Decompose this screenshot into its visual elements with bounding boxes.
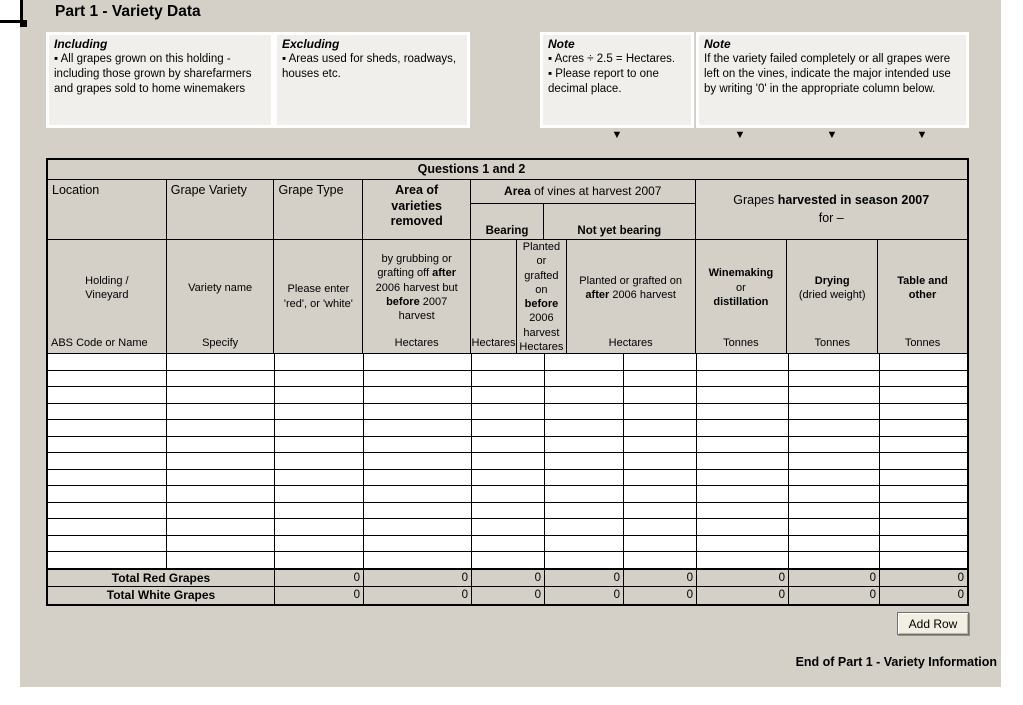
grid-cell-r10-c6[interactable]	[545, 503, 624, 519]
add-row-button[interactable]: Add Row	[897, 612, 969, 635]
grid-row	[48, 486, 967, 503]
grid-cell-r9-c7[interactable]	[624, 486, 697, 502]
unit-label: Tonnes	[904, 336, 941, 349]
grid-row	[48, 503, 967, 520]
col-subheader-drying	[787, 240, 878, 353]
note-heading: Note	[704, 37, 731, 51]
grid-cell-r1-c10[interactable]	[880, 354, 967, 370]
grid-cell-r12-c1[interactable]	[48, 536, 167, 552]
desc-part-bold: distillation	[713, 296, 769, 308]
grid-cell-r9-c4[interactable]	[364, 486, 472, 502]
grid-cell-r13-c2[interactable]	[167, 552, 275, 568]
grid-cell-r1-c9[interactable]	[789, 354, 880, 370]
grid-cell-r12-c7[interactable]	[624, 536, 697, 552]
desc-part-bold: before	[386, 296, 420, 308]
grid-cell-r2-c8[interactable]	[697, 371, 789, 387]
down-arrow-icon: ▼	[916, 129, 928, 141]
grid-cell-r11-c7[interactable]	[624, 519, 697, 535]
grid-cell-r12-c9[interactable]	[789, 536, 880, 552]
grid-cell-r5-c3[interactable]	[275, 420, 364, 436]
desc-part: 2006 harvest but	[375, 281, 458, 294]
desc-part-bold: Winemaking	[708, 267, 774, 280]
grid-cell-r5-c1[interactable]	[48, 420, 167, 436]
unit-label: Tonnes	[723, 336, 759, 349]
grid-cell-r4-c4[interactable]	[364, 404, 472, 420]
grid-cell-r13-c8[interactable]	[697, 552, 789, 568]
grid-cell-r8-c3[interactable]	[275, 470, 364, 486]
unit-label: Hectares	[471, 336, 516, 349]
grid-cell-r12-c4[interactable]	[364, 536, 472, 552]
col-subheader-table-other	[878, 240, 967, 353]
page-title: Part 1 - Variety Data	[55, 3, 201, 20]
grid-cell-r12-c2[interactable]	[167, 536, 275, 552]
grid-cell-r6-c7[interactable]	[624, 437, 697, 453]
total-value: 0	[275, 587, 364, 604]
desc-part-bold: after	[585, 288, 610, 301]
vines-subheaders	[471, 240, 694, 353]
down-arrow-icon: ▼	[734, 129, 746, 141]
grid-cell-r8-c1[interactable]	[48, 470, 167, 486]
total-value: 0	[789, 587, 880, 604]
total-value: 0	[275, 570, 364, 586]
total-value: 0	[364, 587, 472, 604]
subheader-desc: Please enter 'red', or 'white'	[283, 283, 353, 310]
table-header	[48, 180, 967, 354]
grid-row	[48, 371, 967, 388]
col-subheader-bearing	[471, 240, 517, 353]
harvest-subheaders	[696, 240, 967, 353]
total-value: 0	[472, 587, 545, 604]
col-header-location: Location	[48, 180, 166, 240]
grid-cell-r9-c3[interactable]	[275, 486, 364, 502]
end-of-part-note: End of Part 1 - Variety Information	[795, 655, 997, 669]
grid-cell-r8-c8[interactable]	[697, 470, 789, 486]
fill-handle-icon	[20, 20, 27, 27]
subheader-desc: Variety name	[188, 281, 253, 294]
col-subheader-winemaking	[696, 240, 788, 353]
grid-row	[48, 470, 967, 487]
subheader-desc	[882, 274, 963, 303]
grid-cell-r7-c6[interactable]	[545, 453, 624, 469]
total-value: 0	[697, 587, 789, 604]
grid-cell-r2-c5[interactable]	[472, 371, 545, 387]
desc-part: 2007 harvest	[398, 296, 448, 323]
grid-cell-r1-c2[interactable]	[167, 354, 275, 370]
col-subheader-grape-variety	[167, 240, 274, 353]
grid-cell-r1-c3[interactable]	[275, 354, 364, 370]
desc-part: 2006 harvest	[523, 312, 560, 339]
grid-cell-r4-c2[interactable]	[167, 404, 275, 420]
header-line: for –	[818, 210, 844, 225]
grid-cell-r5-c8[interactable]	[697, 420, 789, 436]
grid-cell-r2-c6[interactable]	[545, 371, 624, 387]
subheader-desc	[367, 252, 466, 323]
grid-cell-r3-c6[interactable]	[545, 387, 624, 403]
grid-cell-r8-c2[interactable]	[167, 470, 275, 486]
note-heading: Including	[54, 37, 108, 51]
grid-cell-r12-c5[interactable]	[472, 536, 545, 552]
total-white-label: Total White Grapes	[48, 587, 275, 604]
grid-row	[48, 437, 967, 454]
grid-cell-r4-c9[interactable]	[789, 404, 880, 420]
grid-cell-r12-c8[interactable]	[697, 536, 789, 552]
totals-section	[48, 568, 967, 604]
subheader-bottom: Specify	[202, 336, 239, 349]
grid-cell-r9-c2[interactable]	[167, 486, 275, 502]
desc-part: 2006 harvest	[609, 288, 676, 301]
grid-cell-r6-c1[interactable]	[48, 437, 167, 453]
grid-cell-r7-c2[interactable]	[167, 453, 275, 469]
grid-cell-r3-c5[interactable]	[472, 387, 545, 403]
grid-cell-r10-c9[interactable]	[789, 503, 880, 519]
bearing-subrow	[471, 204, 694, 240]
grid-cell-r11-c1[interactable]	[48, 519, 167, 535]
note-text-line: ▪ Please report to one decimal place.	[548, 68, 659, 95]
grid-cell-r11-c4[interactable]	[364, 519, 472, 535]
grid-cell-r12-c10[interactable]	[880, 536, 967, 552]
grid-cell-r4-c5[interactable]	[472, 404, 545, 420]
total-white-row	[48, 587, 967, 604]
table-caption: Questions 1 and 2	[48, 160, 967, 180]
total-value: 0	[364, 570, 472, 586]
grid-cell-r4-c7[interactable]	[624, 404, 697, 420]
col-header-bearing: Bearing	[471, 204, 544, 239]
desc-part-bold: after	[432, 267, 456, 280]
grid-cell-r2-c10[interactable]	[880, 371, 967, 387]
unit-label: Hectares	[608, 336, 653, 349]
grid-cell-r8-c7[interactable]	[624, 470, 697, 486]
grid-cell-r5-c6[interactable]	[545, 420, 624, 436]
grid-cell-r13-c6[interactable]	[545, 552, 624, 568]
col-header-area-vines	[471, 180, 694, 204]
col-subheader-after-2006	[567, 240, 695, 353]
total-value: 0	[697, 570, 789, 586]
unit-label: Tonnes	[814, 336, 850, 349]
grid-row	[48, 453, 967, 470]
grid-cell-r12-c6[interactable]	[545, 536, 624, 552]
subheader-desc	[700, 266, 783, 309]
grid-row	[48, 387, 967, 404]
down-arrow-icon: ▼	[611, 129, 623, 141]
col-header-grape-type: Grape Type	[274, 180, 362, 240]
grid-cell-r13-c5[interactable]	[472, 552, 545, 568]
header-part-bold: harvested in season 2007	[777, 193, 930, 207]
col-subheader-grape-type	[274, 240, 362, 353]
variety-data-table	[46, 158, 969, 606]
desc-part: by grubbing or grafting off	[377, 253, 452, 280]
total-red-label: Total Red Grapes	[48, 570, 275, 586]
grid-cell-r2-c1[interactable]	[48, 371, 167, 387]
grid-cell-r8-c6[interactable]	[545, 470, 624, 486]
col-header-grape-variety: Grape Variety	[167, 180, 274, 240]
desc-part-bold: Table and other	[897, 274, 948, 301]
grid-cell-r10-c1[interactable]	[48, 503, 167, 519]
col-header-grapes-harvested	[696, 180, 967, 240]
grid-cell-r7-c9[interactable]	[789, 453, 880, 469]
grid-cell-r4-c8[interactable]	[697, 404, 789, 420]
total-value: 0	[624, 587, 697, 604]
grid-cell-r13-c3[interactable]	[275, 552, 364, 568]
grid-cell-r9-c5[interactable]	[472, 486, 545, 502]
desc-line: Vineyard	[85, 288, 129, 301]
grid-cell-r11-c2[interactable]	[167, 519, 275, 535]
grid-cell-r6-c3[interactable]	[275, 437, 364, 453]
grid-cell-r11-c3[interactable]	[275, 519, 364, 535]
header-part: of vines at harvest 2007	[530, 184, 662, 198]
note-text-line: ▪ Acres ÷ 2.5 = Hectares.	[548, 53, 676, 66]
note-including	[46, 32, 274, 128]
grid-cell-r10-c3[interactable]	[275, 503, 364, 519]
grid-cell-r1-c7[interactable]	[624, 354, 697, 370]
desc-part: Planted or grafted on	[579, 274, 683, 287]
grid-cell-r3-c7[interactable]	[624, 387, 697, 403]
grid-cell-r11-c9[interactable]	[789, 519, 880, 535]
grid-cell-r1-c8[interactable]	[697, 354, 789, 370]
grid-cell-r5-c4[interactable]	[364, 420, 472, 436]
col-header-not-yet-bearing: Not yet bearing	[577, 225, 662, 237]
grid-cell-r7-c5[interactable]	[472, 453, 545, 469]
desc-part: (dried weight)	[798, 288, 866, 301]
grid-cell-r7-c3[interactable]	[275, 453, 364, 469]
note-excluding	[274, 32, 470, 128]
subheader-desc	[571, 274, 691, 303]
note-text: If the variety failed completely or all grapes were left on the vines, indicate the major intended use by writing '0' in the appropriate column below.	[704, 53, 951, 95]
grid-cell-r7-c7[interactable]	[624, 453, 697, 469]
grid-cell-r7-c4[interactable]	[364, 453, 472, 469]
grid-cell-r2-c4[interactable]	[364, 371, 472, 387]
down-arrow-icon: ▼	[826, 129, 838, 141]
note-text: ▪ All grapes grown on this holding - including those grown by sharefarmers and grapes sold to home winemakers	[54, 53, 252, 95]
grid-cell-r5-c7[interactable]	[624, 420, 697, 436]
subheader-desc	[791, 274, 873, 303]
grid-cell-r2-c2[interactable]	[167, 371, 275, 387]
grid-cell-r6-c5[interactable]	[472, 437, 545, 453]
grid-cell-r13-c7[interactable]	[624, 552, 697, 568]
col-subheader-before-2006	[517, 240, 567, 353]
grid-cell-r10-c4[interactable]	[364, 503, 472, 519]
note-hectares	[540, 32, 694, 128]
unit-label: Hectares	[394, 336, 439, 349]
grid-row	[48, 536, 967, 553]
grid-cell-r10-c7[interactable]	[624, 503, 697, 519]
header-part-bold: Area	[504, 184, 531, 198]
grid-cell-r5-c5[interactable]	[472, 420, 545, 436]
grid-cell-r10-c10[interactable]	[880, 503, 967, 519]
desc-part: Planted or grafted on	[522, 241, 561, 296]
grid-cell-r3-c2[interactable]	[167, 387, 275, 403]
grid-cell-r4-c10[interactable]	[880, 404, 967, 420]
grid-cell-r3-c9[interactable]	[789, 387, 880, 403]
col-subheader-location	[48, 240, 166, 353]
grid-cell-r9-c8[interactable]	[697, 486, 789, 502]
total-value: 0	[789, 570, 880, 586]
grid-cell-r9-c1[interactable]	[48, 486, 167, 502]
grid-cell-r7-c10[interactable]	[880, 453, 967, 469]
grid-cell-r1-c4[interactable]	[364, 354, 472, 370]
grid-row	[48, 404, 967, 421]
total-red-row	[48, 570, 967, 587]
unit-label: Hectares	[519, 341, 564, 354]
grid-cell-r11-c6[interactable]	[545, 519, 624, 535]
grid-cell-r4-c6[interactable]	[545, 404, 624, 420]
grid-cell-r1-c1[interactable]	[48, 354, 167, 370]
grid-cell-r8-c9[interactable]	[789, 470, 880, 486]
total-value: 0	[545, 570, 624, 586]
grid-cell-r3-c10[interactable]	[880, 387, 967, 403]
grid-cell-r6-c4[interactable]	[364, 437, 472, 453]
grid-cell-r3-c1[interactable]	[48, 387, 167, 403]
grid-cell-r1-c5[interactable]	[472, 354, 545, 370]
desc-part: or	[736, 281, 746, 294]
grid-cell-r10-c2[interactable]	[167, 503, 275, 519]
grid-cell-r3-c8[interactable]	[697, 387, 789, 403]
grid-cell-r6-c9[interactable]	[789, 437, 880, 453]
grid-cell-r1-c6[interactable]	[545, 354, 624, 370]
grid-row	[48, 420, 967, 437]
subheader-desc	[52, 274, 162, 303]
subheader-desc	[521, 240, 562, 340]
grid-row	[48, 552, 967, 568]
note-heading: Excluding	[282, 37, 340, 51]
grid-cell-r8-c10[interactable]	[880, 470, 967, 486]
grid-cell-r11-c8[interactable]	[697, 519, 789, 535]
grid-row	[48, 519, 967, 536]
note-text: ▪ Areas used for sheds, roadways, houses etc.	[282, 53, 457, 81]
grid-cell-r10-c5[interactable]	[472, 503, 545, 519]
grid-cell-r13-c4[interactable]	[364, 552, 472, 568]
grid-row	[48, 354, 967, 371]
grid-cell-r5-c9[interactable]	[789, 420, 880, 436]
grid-cell-r8-c5[interactable]	[472, 470, 545, 486]
grid-cell-r8-c4[interactable]	[364, 470, 472, 486]
total-value: 0	[624, 570, 697, 586]
total-value: 0	[957, 572, 964, 584]
header-part: Grapes	[733, 193, 778, 207]
desc-line: Holding /	[85, 274, 129, 287]
grid-cell-r5-c2[interactable]	[167, 420, 275, 436]
grid-cell-r4-c1[interactable]	[48, 404, 167, 420]
grid-cell-r7-c1[interactable]	[48, 453, 167, 469]
grid-cell-r3-c4[interactable]	[364, 387, 472, 403]
grid-cell-r9-c9[interactable]	[789, 486, 880, 502]
note-failed-variety	[696, 32, 969, 128]
note-heading: Note	[548, 37, 575, 51]
grid-cell-r5-c10[interactable]	[880, 420, 967, 436]
grid-cell-r7-c8[interactable]	[697, 453, 789, 469]
grid-cell-r11-c10[interactable]	[880, 519, 967, 535]
total-value: 0	[957, 589, 964, 601]
total-value: 0	[472, 570, 545, 586]
grid-cell-r2-c7[interactable]	[624, 371, 697, 387]
grid-cell-r13-c9[interactable]	[789, 552, 880, 568]
desc-part-bold: before	[524, 298, 559, 311]
header-line	[696, 192, 967, 210]
grid-cell-r6-c8[interactable]	[697, 437, 789, 453]
grid-cell-r6-c2[interactable]	[167, 437, 275, 453]
grid-cell-r4-c3[interactable]	[275, 404, 364, 420]
col-header-area-removed: Area of varieties removed	[363, 180, 470, 240]
grid-cell-r2-c3[interactable]	[275, 371, 364, 387]
grid-cell-r6-c6[interactable]	[545, 437, 624, 453]
grid-cell-r9-c6[interactable]	[545, 486, 624, 502]
desc-part-bold: Drying	[814, 274, 850, 287]
grid-cell-r10-c8[interactable]	[697, 503, 789, 519]
grid-cell-r3-c3[interactable]	[275, 387, 364, 403]
grid-cell-r13-c1[interactable]	[48, 552, 167, 568]
col-subheader-area-removed	[363, 240, 470, 353]
grid-cell-r2-c9[interactable]	[789, 371, 880, 387]
grid-cell-r11-c5[interactable]	[472, 519, 545, 535]
grid-cell-r9-c10[interactable]	[880, 486, 967, 502]
grid-cell-r13-c10[interactable]	[880, 552, 967, 568]
grid-cell-r12-c3[interactable]	[275, 536, 364, 552]
entry-grid	[48, 354, 967, 568]
subheader-bottom: ABS Code or Name	[51, 336, 148, 349]
total-value: 0	[545, 587, 624, 604]
grid-cell-r6-c10[interactable]	[880, 437, 967, 453]
